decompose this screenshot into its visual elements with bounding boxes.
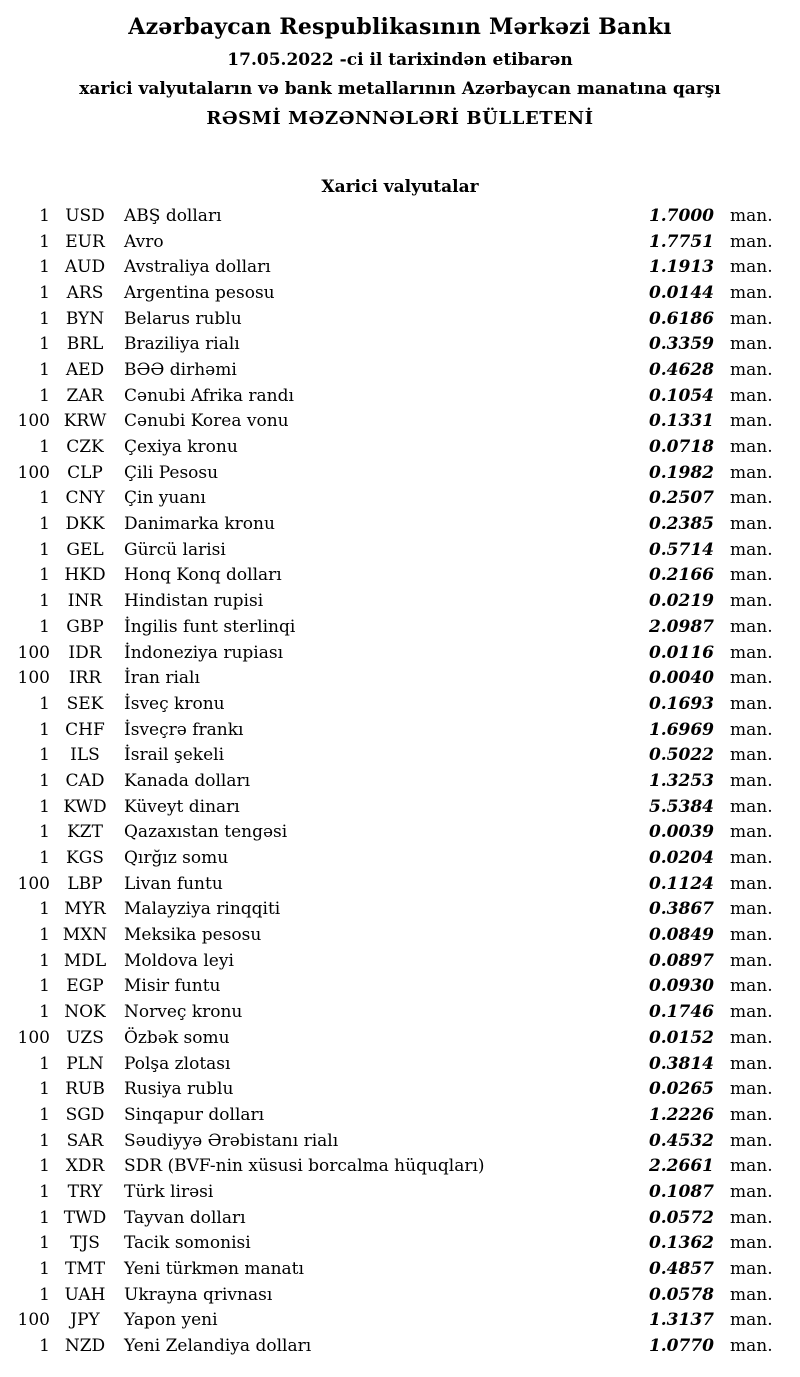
currency-code: MDL [63,950,107,971]
rate-quantity: 1 [39,1207,50,1228]
currency-name: Honq Konq dolları [124,565,282,586]
rate-row [10,254,788,280]
currency-code: AED [65,359,105,380]
rate-row [10,999,788,1025]
rate-value: 0.0718 [648,437,714,458]
rate-row [10,511,788,537]
rate-value: 0.3867 [648,899,714,920]
currency-code: ARS [66,282,104,303]
currency-code: TWD [63,1207,107,1228]
currency-name: Avro [124,231,164,252]
rate-value: 0.0116 [648,642,714,663]
rate-row [10,357,788,383]
currency-name: İsveç kronu [124,693,225,714]
rate-row [10,1205,788,1231]
rate-unit: man. [730,899,773,920]
currency-name: Özbək somu [124,1027,230,1048]
currency-name: Türk lirəsi [124,1181,214,1202]
currency-code: CLP [67,462,103,483]
currency-code: PLN [66,1053,104,1074]
rate-value: 0.1054 [648,385,714,406]
rate-value: 1.1913 [648,257,714,278]
rate-quantity: 1 [39,514,50,535]
currency-code: TRY [67,1181,103,1202]
rate-quantity: 1 [39,1002,50,1023]
rate-value: 0.2507 [648,488,714,509]
rate-quantity: 1 [39,1104,50,1125]
currency-name: Çili Pesosu [124,462,219,483]
currency-code: USD [65,205,105,226]
rate-quantity: 1 [39,1053,50,1074]
rate-unit: man. [730,1079,773,1100]
currency-code: DKK [65,514,105,535]
currency-code: MYR [64,899,106,920]
rate-quantity: 1 [39,693,50,714]
rate-value: 0.0039 [648,822,714,843]
currency-name: Sinqapur dolları [124,1104,265,1125]
currency-name: Polşa zlotası [124,1053,231,1074]
rate-quantity: 100 [17,1310,50,1331]
rate-unit: man. [730,1259,773,1280]
rate-quantity: 1 [39,231,50,252]
currency-name: Moldova leyi [124,950,234,971]
rate-row [10,614,788,640]
currency-name: ABŞ dolları [124,205,222,226]
rate-quantity: 1 [39,1181,50,1202]
rate-quantity: 1 [39,257,50,278]
rate-row [10,1231,788,1257]
rate-row [10,717,788,743]
rate-row [10,691,788,717]
rate-unit: man. [730,1156,773,1177]
rate-unit: man. [730,308,773,329]
currency-name: Yeni türkmən manatı [124,1259,304,1280]
currency-name: İsveçrə frankı [124,719,244,740]
currency-name: İran rialı [124,668,200,689]
effective-date-line: 17.05.2022 -ci il tarixindən etibarən [227,50,573,70]
rate-unit: man. [730,1181,773,1202]
rate-quantity: 1 [39,359,50,380]
currency-name: Yapon yeni [124,1310,218,1331]
rate-unit: man. [730,411,773,432]
rate-value: 0.0897 [648,950,714,971]
rate-value: 0.1693 [648,693,714,714]
rate-unit: man. [730,539,773,560]
currency-code: UZS [66,1027,104,1048]
currency-code: KRW [63,411,107,432]
rate-quantity: 1 [39,437,50,458]
rate-row [10,1025,788,1051]
rate-value: 0.5714 [648,539,714,560]
currency-code: CHF [65,719,105,740]
currency-code: INR [67,591,103,612]
rate-unit: man. [730,796,773,817]
rate-unit: man. [730,514,773,535]
rate-value: 1.0770 [648,1336,714,1357]
rate-value: 2.2661 [648,1156,714,1177]
rate-unit: man. [730,693,773,714]
rate-row [10,588,788,614]
rate-quantity: 100 [17,642,50,663]
rate-quantity: 1 [39,950,50,971]
rate-unit: man. [730,1002,773,1023]
currency-code: NOK [64,1002,106,1023]
currency-code: SEK [66,693,104,714]
rate-quantity: 1 [39,591,50,612]
rate-row [10,280,788,306]
rate-unit: man. [730,1207,773,1228]
document-header [0,14,800,129]
rate-row [10,897,788,923]
rate-unit: man. [730,565,773,586]
rate-value: 1.6969 [648,719,714,740]
rate-unit: man. [730,822,773,843]
rate-row [10,768,788,794]
rate-value: 0.0572 [648,1207,714,1228]
rate-row [10,460,788,486]
rate-quantity: 100 [17,1027,50,1048]
rate-row [10,922,788,948]
currency-code: NZD [64,1336,106,1357]
rates-table [10,203,788,1359]
rate-value: 1.3253 [648,770,714,791]
rate-value: 0.2166 [648,565,714,586]
rate-value: 1.3137 [648,1310,714,1331]
rate-quantity: 1 [39,539,50,560]
rate-quantity: 1 [39,796,50,817]
rate-value: 0.0152 [648,1027,714,1048]
rate-row [10,1102,788,1128]
rate-unit: man. [730,282,773,303]
rate-quantity: 1 [39,719,50,740]
rate-value: 1.7751 [648,231,714,252]
bulletin-title: RƏSMİ MƏZƏNNƏLƏRİ BÜLLETENİ [206,108,594,129]
currency-code: KGS [66,848,104,869]
currency-name: Meksika pesosu [124,925,262,946]
rate-row [10,845,788,871]
rate-row [10,640,788,666]
rate-unit: man. [730,488,773,509]
rate-row [10,948,788,974]
rate-unit: man. [730,1284,773,1305]
currency-code: CZK [66,437,104,458]
rate-value: 0.0204 [648,848,714,869]
rate-quantity: 1 [39,1079,50,1100]
currency-name: İngilis funt sterlinqi [124,616,296,637]
currency-code: BRL [66,334,104,355]
currency-name: Cənubi Korea vonu [124,411,289,432]
currency-name: Belarus rublu [124,308,242,329]
currency-code: ZAR [66,385,104,406]
rate-value: 2.0987 [648,616,714,637]
rate-value: 0.1362 [648,1233,714,1254]
rate-quantity: 1 [39,822,50,843]
currency-name: Malayziya rinqqiti [124,899,281,920]
currency-code: HKD [64,565,106,586]
currency-code: SGD [65,1104,105,1125]
rate-row [10,974,788,1000]
rate-row [10,1179,788,1205]
currency-name: SDR (BVF-nin xüsusi borcalma hüquqları) [124,1156,485,1177]
currency-code: XDR [65,1156,105,1177]
currency-name: Tacik somonisi [124,1233,251,1254]
rate-value: 0.0265 [648,1079,714,1100]
section-title: Xarici valyutalar [321,177,479,197]
rate-unit: man. [730,770,773,791]
currency-name: Tayvan dolları [124,1207,246,1228]
rate-value: 0.0144 [648,282,714,303]
currency-code: UAH [64,1284,106,1305]
currency-name: BƏƏ dirhəmi [124,359,237,380]
rate-row [10,486,788,512]
currency-name: Misir funtu [124,976,221,997]
rate-quantity: 1 [39,976,50,997]
rate-row [10,563,788,589]
currency-name: Ukrayna qrivnası [124,1284,273,1305]
currency-name: İndoneziya rupiası [124,642,284,663]
currency-code: SAR [66,1130,104,1151]
currency-name: Çexiya kronu [124,437,238,458]
rate-unit: man. [730,1053,773,1074]
currency-name: Qazaxıstan tengəsi [124,822,288,843]
rate-row [10,409,788,435]
currency-code: CNY [65,488,105,509]
rate-unit: man. [730,334,773,355]
rate-row [10,794,788,820]
rate-row [10,229,788,255]
rate-row [10,537,788,563]
rate-unit: man. [730,257,773,278]
currency-name: Çin yuanı [124,488,206,509]
currency-code: EUR [65,231,105,252]
currency-code: KWD [63,796,107,817]
rate-unit: man. [730,1310,773,1331]
rate-unit: man. [730,873,773,894]
rate-value: 0.1982 [648,462,714,483]
rate-value: 0.0219 [648,591,714,612]
rate-unit: man. [730,462,773,483]
rate-quantity: 1 [39,1233,50,1254]
currency-name: Gürcü larisi [124,539,226,560]
rate-unit: man. [730,1027,773,1048]
rate-value: 0.0849 [648,925,714,946]
currency-code: IDR [68,642,102,663]
currency-name: Braziliya rialı [124,334,240,355]
rate-value: 0.1746 [648,1002,714,1023]
currency-code: MXN [62,925,108,946]
bank-title: Azərbaycan Respublikasının Mərkəzi Bankı [128,14,672,40]
rate-row [10,1308,788,1334]
rate-row [10,203,788,229]
rate-row [10,383,788,409]
currency-code: TJS [70,1233,100,1254]
currency-name: Qırğız somu [124,848,229,869]
rate-row [10,665,788,691]
rate-row [10,1153,788,1179]
currency-name: Livan funtu [124,873,223,894]
currency-code: CAD [65,770,105,791]
rate-quantity: 100 [17,873,50,894]
rate-row [10,1333,788,1359]
rate-unit: man. [730,1104,773,1125]
rates-table-body [10,203,788,1359]
currency-code: BYN [65,308,105,329]
rate-value: 0.1124 [648,873,714,894]
rate-quantity: 1 [39,1336,50,1357]
rate-unit: man. [730,745,773,766]
rate-unit: man. [730,1336,773,1357]
currency-name: Argentina pesosu [124,282,275,303]
rate-row [10,871,788,897]
currency-code: RUB [65,1079,105,1100]
rate-unit: man. [730,1233,773,1254]
rate-unit: man. [730,1130,773,1151]
rate-value: 0.0930 [648,976,714,997]
currency-name: Hindistan rupisi [124,591,264,612]
rate-unit: man. [730,385,773,406]
rate-unit: man. [730,925,773,946]
currency-code: EGP [66,976,104,997]
rate-row [10,1076,788,1102]
subtitle-line: xarici valyutaların və bank metallarının Azərbaycan manatına qarşı [79,79,721,99]
rate-quantity: 1 [39,1259,50,1280]
rate-unit: man. [730,719,773,740]
rate-unit: man. [730,205,773,226]
rate-unit: man. [730,591,773,612]
rate-value: 0.1087 [648,1181,714,1202]
rate-value: 0.1331 [648,411,714,432]
rate-row [10,1282,788,1308]
rate-unit: man. [730,848,773,869]
rate-unit: man. [730,976,773,997]
rate-quantity: 1 [39,334,50,355]
rate-quantity: 1 [39,488,50,509]
currency-code: KZT [67,822,103,843]
rate-quantity: 100 [17,411,50,432]
currency-name: Səudiyyə Ərəbistanı rialı [124,1130,339,1151]
rate-quantity: 1 [39,1284,50,1305]
rate-quantity: 1 [39,205,50,226]
rate-row [10,331,788,357]
currency-code: AUD [64,257,106,278]
rate-row [10,742,788,768]
rate-unit: man. [730,668,773,689]
rate-value: 1.2226 [648,1104,714,1125]
currency-name: Rusiya rublu [124,1079,234,1100]
currency-name: İsrail şekeli [124,745,224,766]
rate-row [10,434,788,460]
rate-value: 0.3814 [648,1053,714,1074]
currency-code: LBP [67,873,103,894]
rate-quantity: 1 [39,385,50,406]
rate-unit: man. [730,231,773,252]
currency-name: Kanada dolları [124,770,251,791]
rate-unit: man. [730,616,773,637]
rate-value: 0.0040 [648,668,714,689]
rate-value: 0.5022 [648,745,714,766]
rate-quantity: 1 [39,308,50,329]
rate-quantity: 1 [39,1130,50,1151]
rate-value: 0.3359 [648,334,714,355]
rate-unit: man. [730,950,773,971]
currency-name: Küveyt dinarı [124,796,240,817]
currency-code: GBP [66,616,104,637]
rate-unit: man. [730,437,773,458]
rate-row [10,1051,788,1077]
rate-quantity: 1 [39,745,50,766]
currency-code: JPY [70,1310,100,1331]
rate-value: 0.4532 [648,1130,714,1151]
currency-name: Danimarka kronu [124,514,275,535]
rate-value: 0.4628 [648,359,714,380]
rate-quantity: 1 [39,770,50,791]
rate-quantity: 100 [17,462,50,483]
rate-value: 0.2385 [648,514,714,535]
currency-code: ILS [70,745,100,766]
rate-value: 1.7000 [648,205,714,226]
rate-quantity: 1 [39,899,50,920]
currency-name: Yeni Zelandiya dolları [124,1336,312,1357]
currency-name: Avstraliya dolları [124,257,271,278]
rate-quantity: 1 [39,1156,50,1177]
rate-value: 0.4857 [648,1259,714,1280]
rate-unit: man. [730,642,773,663]
rate-value: 0.6186 [648,308,714,329]
rate-quantity: 1 [39,282,50,303]
rate-row [10,1256,788,1282]
rate-quantity: 1 [39,616,50,637]
currency-code: GEL [66,539,104,560]
rate-value: 5.5384 [648,796,714,817]
rate-quantity: 1 [39,565,50,586]
currency-code: TMT [64,1259,106,1280]
rate-row [10,306,788,332]
rate-row [10,1128,788,1154]
rate-quantity: 100 [17,668,50,689]
rate-quantity: 1 [39,848,50,869]
currency-name: Cənubi Afrika randı [124,385,294,406]
currency-code: IRR [68,668,102,689]
rate-value: 0.0578 [648,1284,714,1305]
rate-row [10,820,788,846]
rate-unit: man. [730,359,773,380]
currency-name: Norveç kronu [124,1002,243,1023]
rate-quantity: 1 [39,925,50,946]
